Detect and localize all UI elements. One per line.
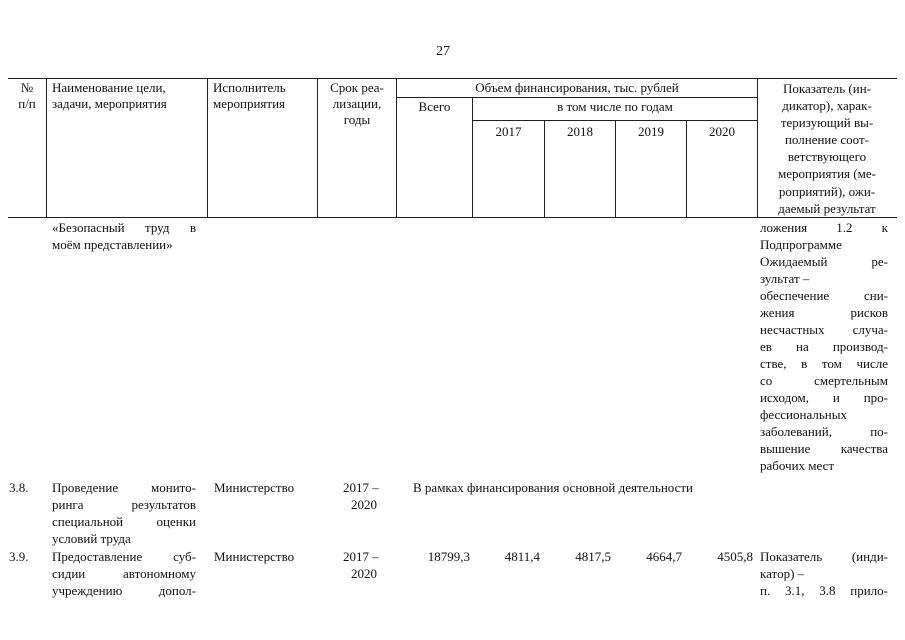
indicator-line: ложения 1.2 к [760, 220, 888, 235]
row-term: 2020 [351, 497, 377, 512]
header-years: в том числе по годам [557, 99, 673, 114]
row-term: 2017 – [343, 549, 379, 564]
indicator-line: зультат – [760, 271, 810, 286]
indicator-line: фессиональных [760, 407, 847, 422]
indicator-line: Показатель (инди- [760, 549, 888, 564]
row-value-2019: 4664,7 [646, 549, 682, 564]
row-executor: Министерство [214, 549, 295, 564]
row-executor: Министерство [214, 480, 295, 495]
indicator-line: жения рисков [760, 305, 888, 320]
row-name-line: Проведение монито- [52, 480, 196, 495]
cont-name-line: «Безопасный труд в [52, 220, 196, 235]
indicator-line: стве, в том числе [760, 356, 888, 371]
row-value-2018: 4817,5 [575, 549, 611, 564]
cont-name-line: моём представлении» [52, 237, 173, 252]
row-term: 2020 [351, 566, 377, 581]
indicator-line: п. 3.1, 3.8 прило- [760, 583, 888, 598]
page-number: 27 [436, 44, 450, 59]
indicator-line: Подпрограмме [760, 237, 842, 252]
header-year-2019: 2019 [638, 124, 664, 139]
indicator-line: обеспечение сни- [760, 288, 888, 303]
indicator-line: заболеваний, по- [760, 424, 888, 439]
indicator-line: Ожидаемый ре- [760, 254, 888, 269]
row-value-2020: 4505,8 [717, 549, 753, 564]
header-year-2017: 2017 [495, 124, 522, 139]
row-name-line: ринга результатов [52, 497, 196, 512]
indicator-line: несчастных случа- [760, 322, 888, 337]
row-value-2017: 4811,4 [504, 549, 540, 564]
indicator-line: вышение качества [760, 441, 888, 456]
indicator-line: ев на производ- [760, 339, 888, 354]
row-name-line: Предоставление суб- [52, 549, 196, 564]
row-name-line: условий труда [52, 531, 131, 546]
header-name: Наименование цели, задачи, мероприятия [52, 80, 167, 111]
row-name-line: специальной оценки [52, 514, 196, 529]
header-year-2018: 2018 [567, 124, 593, 139]
header-num: № п/п [18, 80, 36, 111]
row-name-line: сидии автономному [52, 566, 196, 581]
row-number: 3.8. [9, 480, 29, 495]
header-total: Всего [418, 99, 451, 114]
row-financing-note: В рамках финансирования основной деятельности [413, 480, 694, 495]
row-term: 2017 – [343, 480, 379, 495]
header-year-2020: 2020 [709, 124, 735, 139]
row-total: 18799,3 [427, 549, 470, 564]
indicator-line: катор) – [760, 566, 805, 581]
header-term: Срок реа- лизации, годы [330, 80, 384, 127]
row-name-line: учреждению допол- [52, 583, 196, 598]
header-indicator: Показатель (ин- дикатор), харак- теризующий вы- полнение соот- ветствующего мероприятия (ме- роприятий), ожи- даемый результат [778, 81, 876, 216]
row-number: 3.9. [9, 549, 29, 564]
header-financing: Объем финансирования, тыс. рублей [475, 80, 679, 95]
indicator-line: исходом, и про- [760, 390, 888, 405]
header-executor: Исполнитель мероприятия [213, 80, 286, 111]
indicator-line: рабочих мест [760, 458, 835, 473]
indicator-line: со смертельным [760, 373, 888, 388]
